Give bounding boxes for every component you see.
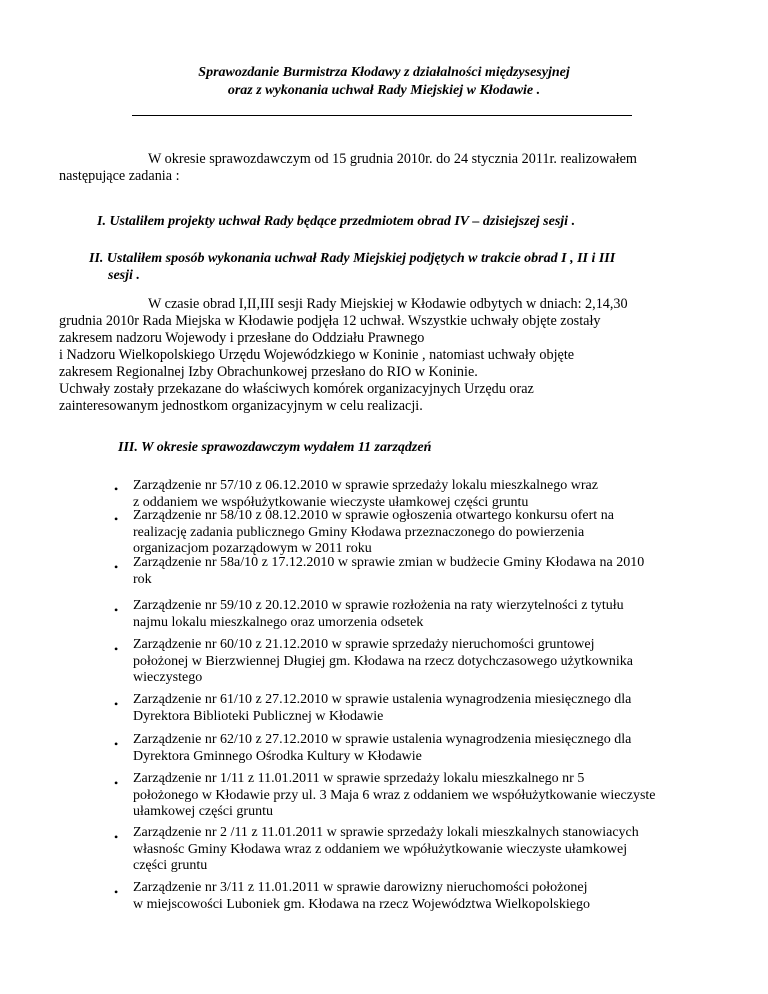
- list-item: Zarządzenie nr 1/11 z 11.01.2011 w sprawie sprzedaży lokalu mieszkalnego nr 5 położonego w Kłodawie przy ul. 3 Maja 6 wraz z oddaniem we współużytkowanie wieczyste ułamkowej części gruntu: [133, 771, 656, 819]
- list-item: Zarządzenie nr 3/11 z 11.01.2011 w sprawie darowizny nieruchomości położonej w miejscowości Luboniek gm. Kłodawa na rzecz Województwa Wielkopolskiego: [133, 880, 590, 912]
- bullet-icon: •: [114, 603, 119, 617]
- paragraph-line-1: W czasie obrad I,II,III sesji Rady Miejskiej w Kłodawie odbytych w dniach: 2,14,30: [148, 296, 628, 312]
- bullet-icon: •: [114, 776, 119, 790]
- list-item: Zarządzenie nr 2 /11 z 11.01.2011 w sprawie sprzedaży lokali mieszkalnych stanowiacych własnośc Gminy Kłodawa wraz z oddaniem we wpółużytkowanie wieczyste ułamkowej części gruntu: [133, 825, 639, 873]
- list-item: Zarządzenie nr 58/10 z 08.12.2010 w sprawie ogłoszenia otwartego konkursu ofert na realizację zadania publicznego Gminy Kłodawa przeznaczonego do powierzenia organizacjom pozarządowym w 2011 roku: [133, 508, 614, 556]
- section-2-heading-line-1: II. Ustaliłem sposób wykonania uchwał Rady Miejskiej podjętych w trakcie obrad I , II i III: [89, 251, 616, 266]
- paragraph-line-3: zakresem nadzoru Wojewody i przesłane do Oddziału Prawnego: [59, 330, 425, 346]
- section-1-heading: I. Ustaliłem projekty uchwał Rady będące przedmiotem obrad IV – dzisiejszej sesji .: [97, 214, 576, 229]
- paragraph-line-5: zakresem Regionalnej Izby Obrachunkowej przesłano do RIO w Koninie.: [59, 364, 478, 380]
- bullet-icon: •: [114, 642, 119, 656]
- bullet-icon: •: [114, 482, 119, 496]
- bullet-icon: •: [114, 885, 119, 899]
- intro-line-2: następujące zadania :: [59, 168, 180, 184]
- document-title-line-1: Sprawozdanie Burmistrza Kłodawy z działalności międzysesyjnej: [198, 65, 570, 80]
- list-item: Zarządzenie nr 60/10 z 21.12.2010 w sprawie sprzedaży nieruchomości gruntowej położonej w Bierzwiennej Długiej gm. Kłodawa na rzecz dotychczasowego użytkownika wieczystego: [133, 637, 633, 685]
- list-item: Zarządzenie nr 59/10 z 20.12.2010 w sprawie rozłożenia na raty wierzytelności z tytułu najmu lokalu mieszkalnego oraz umorzenia odsetek: [133, 598, 624, 630]
- section-2-heading-line-2: sesji .: [108, 268, 140, 283]
- bullet-icon: •: [114, 830, 119, 844]
- paragraph-line-4: i Nadzoru Wielkopolskiego Urzędu Wojewódzkiego w Koninie , natomiast uchwały objęte: [59, 347, 575, 363]
- bullet-icon: •: [114, 512, 119, 526]
- document-title-line-2: oraz z wykonania uchwał Rady Miejskiej w Kłodawie .: [227, 83, 541, 98]
- section-3-heading: III. W okresie sprawozdawczym wydałem 11 zarządzeń: [118, 440, 432, 455]
- paragraph-line-7: zainteresowanym jednostkom organizacyjnym w celu realizacji.: [59, 398, 423, 414]
- list-item: Zarządzenie nr 62/10 z 27.12.2010 w sprawie ustalenia wynagrodzenia miesięcznego dla Dyrektora Gminnego Ośrodka Kultury w Kłodawie: [133, 732, 632, 764]
- intro-line-1: W okresie sprawozdawczym od 15 grudnia 2010r. do 24 stycznia 2011r. realizowałem: [148, 151, 637, 167]
- title-underline-divider: [132, 115, 632, 116]
- list-item: Zarządzenie nr 61/10 z 27.12.2010 w sprawie ustalenia wynagrodzenia miesięcznego dla Dyrektora Biblioteki Publicznej w Kłodawie: [133, 692, 632, 724]
- paragraph-line-6: Uchwały zostały przekazane do właściwych komórek organizacyjnych Urzędu oraz: [59, 381, 534, 397]
- bullet-icon: •: [114, 737, 119, 751]
- bullet-icon: •: [114, 560, 119, 574]
- paragraph-line-2: grudnia 2010r Rada Miejska w Kłodawie podjęła 12 uchwał. Wszystkie uchwały objęte zostały: [59, 313, 601, 329]
- list-item: Zarządzenie nr 57/10 z 06.12.2010 w sprawie sprzedaży lokalu mieszkalnego wraz z oddaniem we współużytkowanie wieczyste ułamkowej części gruntu: [133, 478, 598, 510]
- bullet-icon: •: [114, 697, 119, 711]
- list-item: Zarządzenie nr 58a/10 z 17.12.2010 w sprawie zmian w budżecie Gminy Kłodawa na 2010 rok: [133, 555, 645, 587]
